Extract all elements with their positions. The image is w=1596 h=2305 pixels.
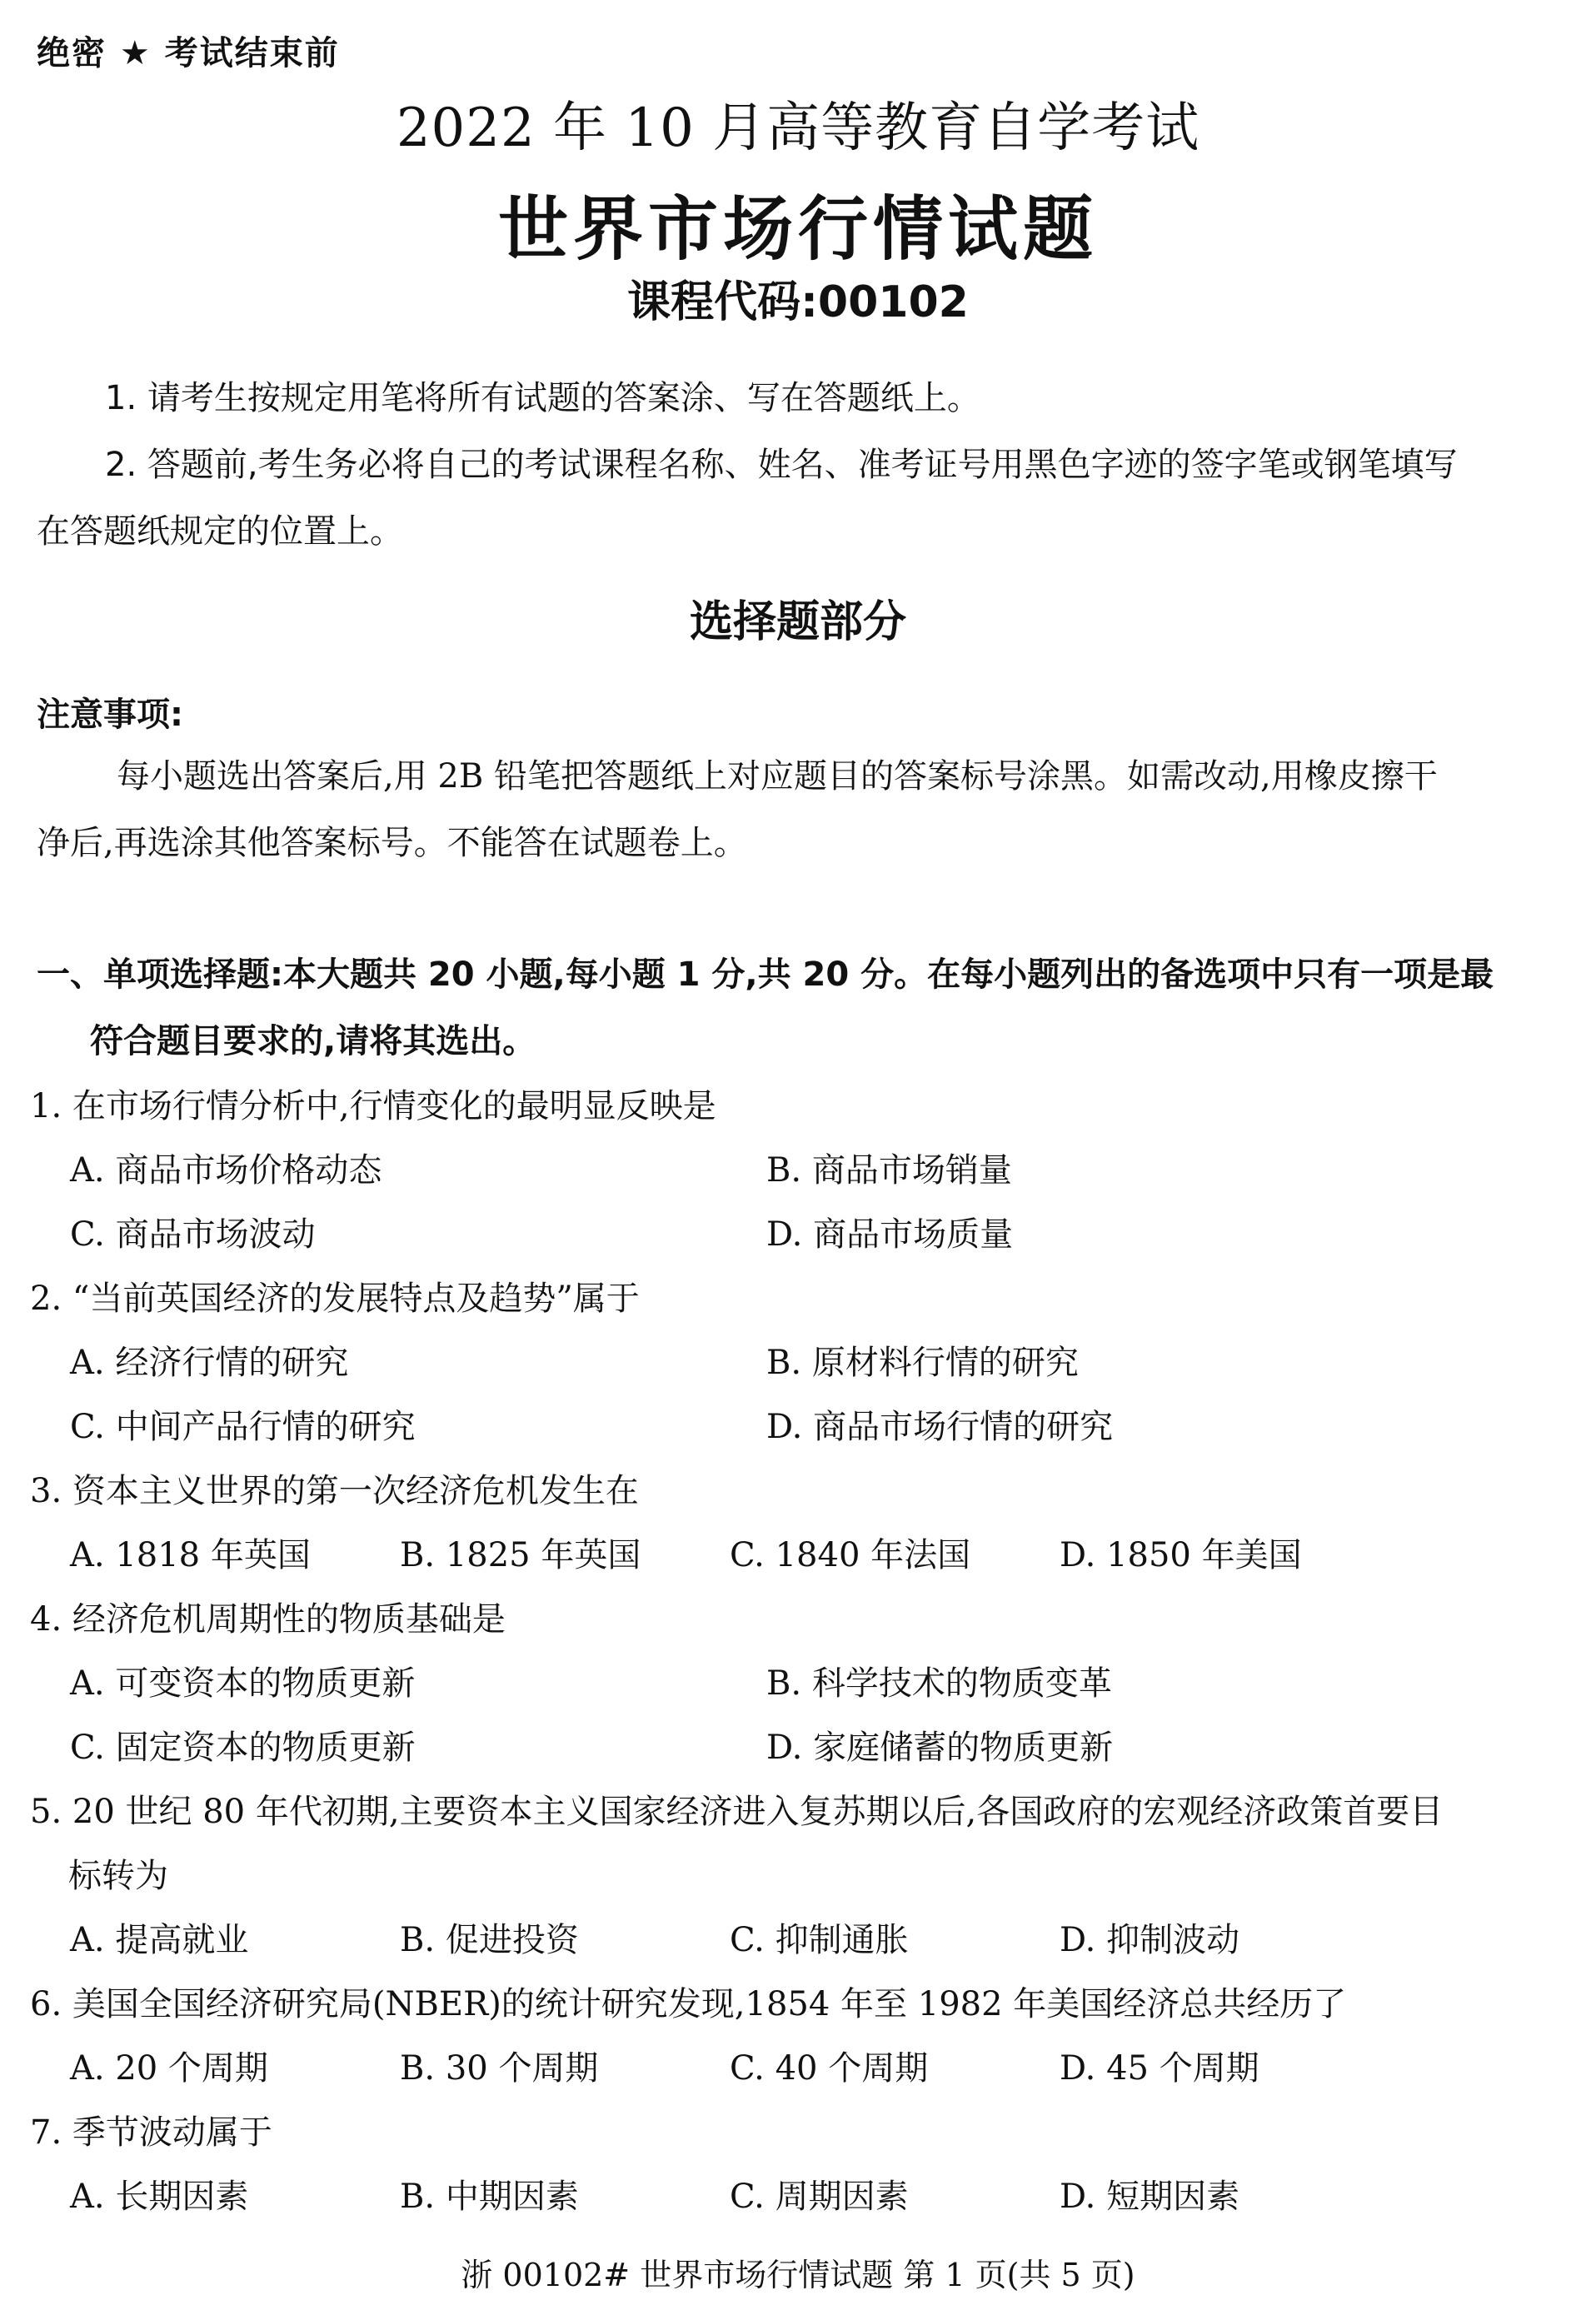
question-1 bbox=[30, 1075, 1571, 1267]
instruction-line: 在答题纸规定的位置上。 bbox=[37, 512, 403, 551]
question-4 bbox=[30, 1588, 1571, 1780]
question-stem: 5. 20 世纪 80 年代初期,主要资本主义国家经济进入复苏期以后,各国政府的宏观经济政策首要目 bbox=[30, 1793, 1444, 1831]
option-a: A. 商品市场价格动态 bbox=[70, 1151, 382, 1190]
option-d: D. 家庭储蓄的物质更新 bbox=[766, 1729, 1114, 1767]
question-stem: 6. 美国全国经济研究局(NBER)的统计研究发现,1854 年至 1982 年美国经济总共经历了 bbox=[30, 1985, 1347, 2023]
option-a: A. 可变资本的物质更新 bbox=[70, 1664, 416, 1703]
option-a: A. 提高就业 bbox=[70, 1921, 249, 1959]
notice-line: 净后,再选涂其他答案标号。不能答在试题卷上。 bbox=[37, 824, 747, 862]
question-7 bbox=[30, 2101, 1571, 2229]
option-b: B. 商品市场销量 bbox=[766, 1151, 1012, 1190]
option-d: D. 1850 年美国 bbox=[1060, 1536, 1302, 1574]
instruction-line: 2. 答题前,考生务必将自己的考试课程名称、姓名、准考证号用黑色字迹的签字笔或钢笔填写 bbox=[105, 446, 1458, 484]
instruction-line: 1. 请考生按规定用笔将所有试题的答案涂、写在答题纸上。 bbox=[105, 379, 980, 417]
option-group bbox=[30, 2037, 1571, 2101]
option-c: C. 中间产品行情的研究 bbox=[70, 1408, 416, 1446]
option-d: D. 商品市场行情的研究 bbox=[766, 1408, 1114, 1446]
notice-line: 每小题选出答案后,用 2B 铅笔把答题纸上对应题目的答案标号涂黑。如需改动,用橡皮擦干 bbox=[117, 757, 1438, 796]
option-b: B. 30 个周期 bbox=[400, 2049, 599, 2088]
option-b: B. 中期因素 bbox=[400, 2178, 579, 2216]
option-group bbox=[30, 1908, 1571, 1973]
option-group bbox=[30, 1524, 1571, 1588]
course-code: 课程代码:00102 bbox=[627, 277, 969, 327]
option-group bbox=[30, 1652, 1571, 1780]
option-c: C. 固定资本的物质更新 bbox=[70, 1729, 416, 1767]
subject-title: 世界市场行情试题 bbox=[497, 188, 1098, 270]
notice-body bbox=[37, 743, 1566, 876]
question-stem: 4. 经济危机周期性的物质基础是 bbox=[30, 1600, 506, 1639]
option-b: B. 促进投资 bbox=[400, 1921, 579, 1959]
option-c: C. 商品市场波动 bbox=[70, 1215, 316, 1254]
question-list bbox=[30, 1075, 1571, 2229]
question-stem: 1. 在市场行情分析中,行情变化的最明显反映是 bbox=[30, 1087, 716, 1125]
option-d: D. 商品市场质量 bbox=[766, 1215, 1014, 1254]
option-group bbox=[30, 1139, 1571, 1267]
part-one-heading bbox=[37, 941, 1569, 1075]
option-c: C. 周期因素 bbox=[730, 2178, 909, 2216]
option-group bbox=[30, 1331, 1571, 1459]
question-stem: 7. 季节波动属于 bbox=[30, 2113, 272, 2152]
exam-title: 2022 年 10 月高等教育自学考试 bbox=[396, 97, 1200, 159]
option-b: B. 原材料行情的研究 bbox=[766, 1344, 1079, 1382]
option-d: D. 抑制波动 bbox=[1060, 1921, 1240, 1959]
option-a: A. 经济行情的研究 bbox=[70, 1344, 349, 1382]
notice-label: 注意事项: bbox=[37, 696, 183, 734]
option-group bbox=[30, 2165, 1571, 2229]
option-a: A. 1818 年英国 bbox=[70, 1536, 311, 1574]
question-3 bbox=[30, 1459, 1571, 1588]
question-stem: 2. “当前英国经济的发展特点及趋势”属于 bbox=[30, 1280, 640, 1318]
instructions bbox=[37, 365, 1561, 565]
section-title: 选择题部分 bbox=[689, 597, 906, 647]
option-d: D. 45 个周期 bbox=[1060, 2049, 1259, 2088]
option-a: A. 20 个周期 bbox=[70, 2049, 268, 2088]
question-stem: 标转为 bbox=[68, 1857, 168, 1895]
option-d: D. 短期因素 bbox=[1060, 2178, 1240, 2216]
option-a: A. 长期因素 bbox=[70, 2178, 249, 2216]
secret-mark: 绝密 ★ 考试结束前 bbox=[37, 34, 340, 72]
option-c: C. 1840 年法国 bbox=[730, 1536, 971, 1574]
option-b: B. 科学技术的物质变革 bbox=[766, 1664, 1112, 1703]
page-footer: 浙 00102# 世界市场行情试题 第 1 页(共 5 页) bbox=[461, 2257, 1135, 2293]
part-one-line: 符合题目要求的,请将其选出。 bbox=[90, 1022, 536, 1060]
question-6 bbox=[30, 1973, 1571, 2101]
question-stem: 3. 资本主义世界的第一次经济危机发生在 bbox=[30, 1472, 639, 1510]
question-5 bbox=[30, 1780, 1571, 1973]
option-b: B. 1825 年英国 bbox=[400, 1536, 641, 1574]
option-c: C. 40 个周期 bbox=[730, 2049, 929, 2088]
question-2 bbox=[30, 1267, 1571, 1459]
part-one-line: 一、单项选择题:本大题共 20 小题,每小题 1 分,共 20 分。在每小题列出的备选项中只有一项是最 bbox=[37, 955, 1494, 994]
option-c: C. 抑制通胀 bbox=[730, 1921, 909, 1959]
